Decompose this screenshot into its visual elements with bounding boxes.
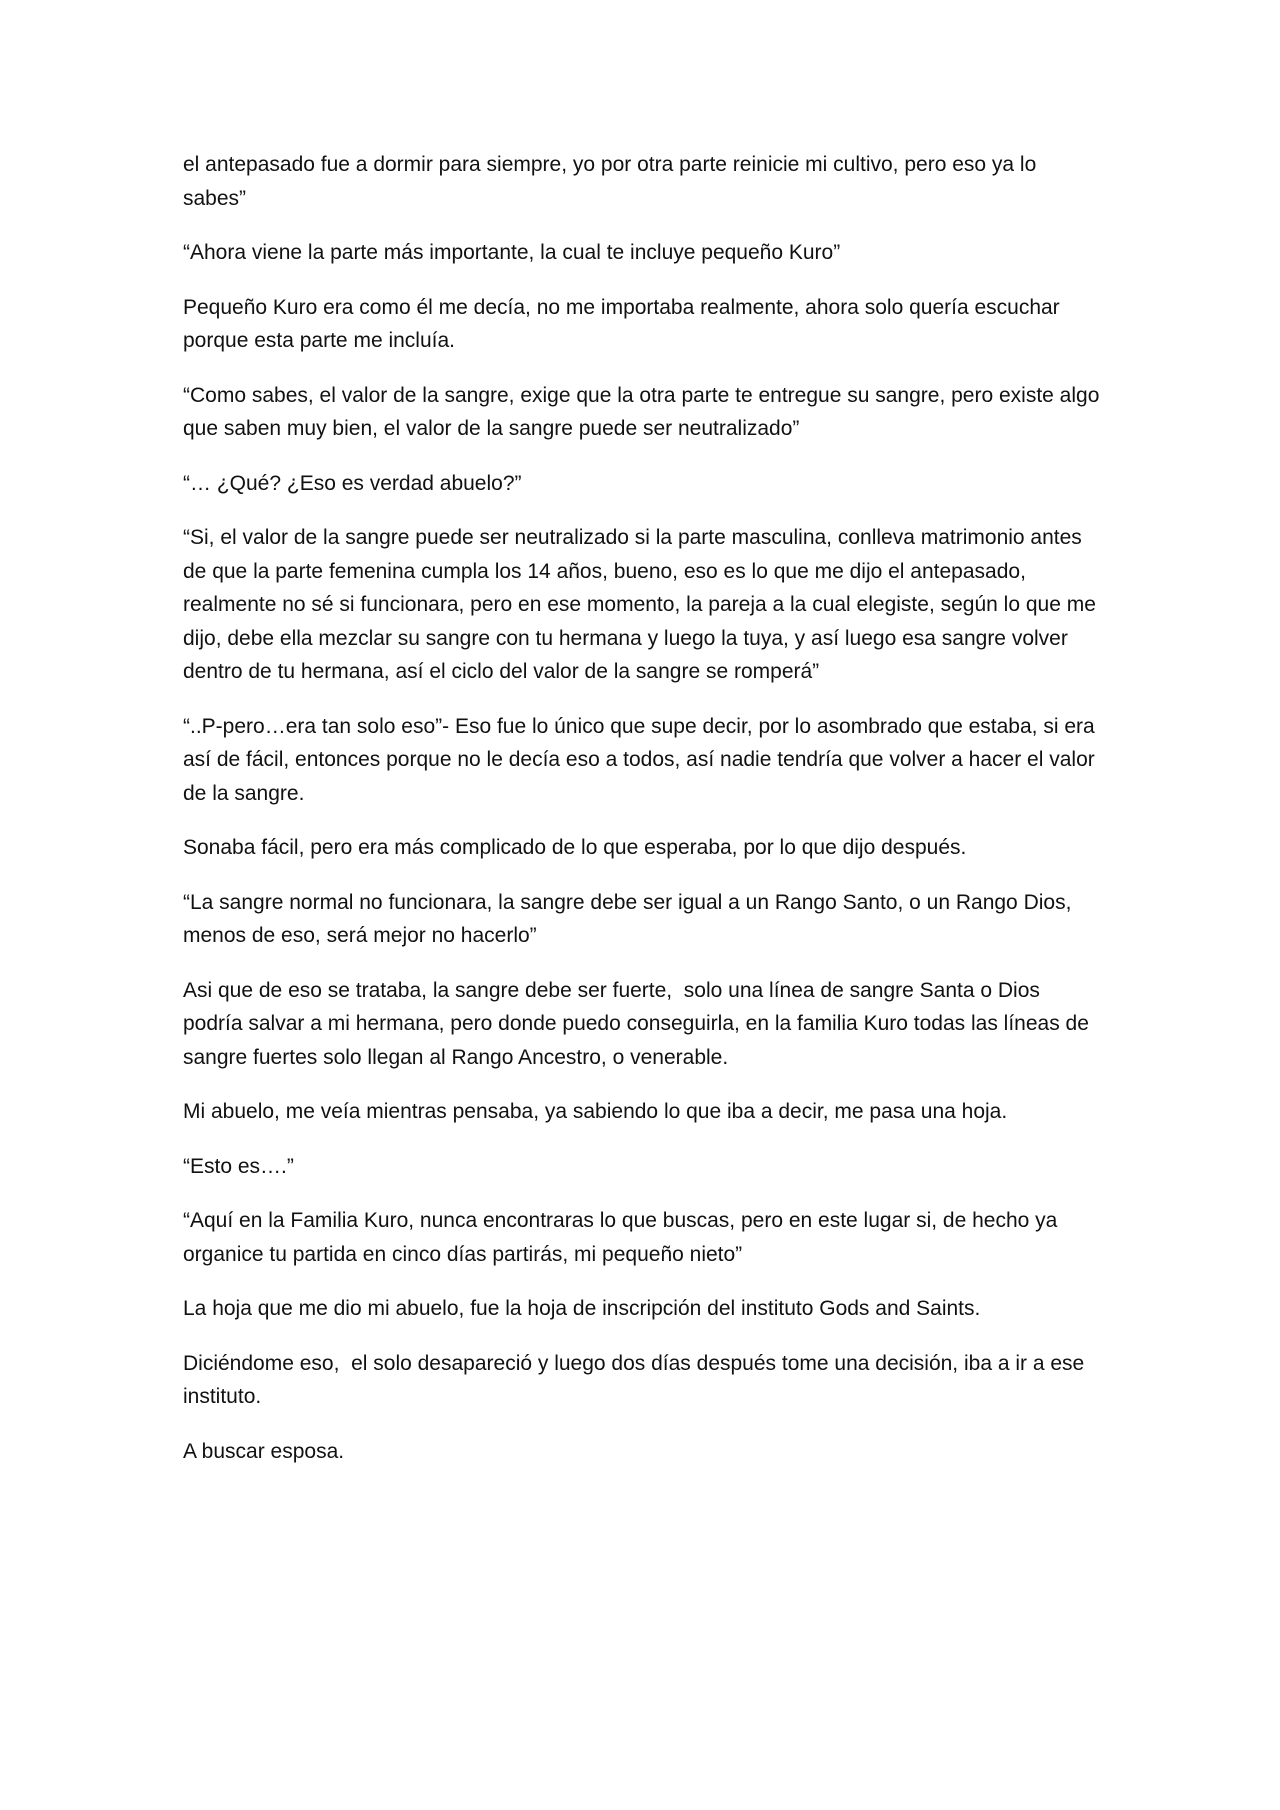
paragraph-16: A buscar esposa. xyxy=(183,1439,345,1463)
paragraph-1: el antepasado fue a dormir para siempre, yo por otra parte reinicie mi cultivo, pero eso ya lo sabes” xyxy=(183,153,1043,210)
paragraph-6: “Si, el valor de la sangre puede ser neutralizado si la parte masculina, conlleva matrimonio antes de que la parte femenina cumpla los 14 años, bueno, eso es lo que me dijo el antepasado, realmente no sé si funcionara, pero en ese momento, la pareja a la cual elegiste, según lo que me dijo, debe ella mezclar su sangre con tu hermana y luego la tuya, y así luego esa sangre volver dentro de tu hermana, así el ciclo del valor de la sangre se romperá” xyxy=(183,526,1102,683)
paragraph-13: “Aquí en la Familia Kuro, nunca encontraras lo que buscas, pero en este lugar si, de hecho ya organice tu partida en cinco días partirás, mi pequeño nieto” xyxy=(183,1209,1064,1266)
paragraph-3: Pequeño Kuro era como él me decía, no me importaba realmente, ahora solo quería escuchar porque esta parte me incluía. xyxy=(183,295,1066,352)
paragraph-15: Diciéndome eso, el solo desapareció y luego dos días después tome una decisión, iba a ir a ese instituto. xyxy=(183,1351,1091,1408)
paragraph-9: “La sangre normal no funcionara, la sangre debe ser igual a un Rango Santo, o un Rango Dios, menos de eso, será mejor no hacerlo” xyxy=(183,890,1078,947)
paragraph-5: “… ¿Qué? ¿Eso es verdad abuelo?” xyxy=(183,471,522,495)
paragraph-7: “..P-pero…era tan solo eso”- Eso fue lo único que supe decir, por lo asombrado que estaba, si era así de fácil, entonces porque no le decía eso a todos, así nadie tendría que volver a hacer el valor de la sangre. xyxy=(183,714,1101,805)
paragraph-4: “Como sabes, el valor de la sangre, exige que la otra parte te entregue su sangre, pero existe algo que saben muy bien, el valor de la sangre puede ser neutralizado” xyxy=(183,383,1106,440)
paragraph-2: “Ahora viene la parte más importante, la cual te incluye pequeño Kuro” xyxy=(183,241,841,264)
paragraph-10: Asi que de eso se trataba, la sangre debe ser fuerte, solo una línea de sangre Santa o Dios podría salvar a mi hermana, pero donde puedo conseguirla, en la familia Kuro todas las líneas de sangre fuertes solo llegan al Rango Ancestro, o venerable. xyxy=(183,978,1095,1069)
paragraph-14: La hoja que me dio mi abuelo, fue la hoja de inscripción del instituto Gods and Saints. xyxy=(183,1297,981,1320)
paragraph-11: Mi abuelo, me veía mientras pensaba, ya sabiendo lo que iba a decir, me pasa una hoja. xyxy=(183,1100,1008,1123)
document-page xyxy=(183,148,1106,1489)
paragraph-8: Sonaba fácil, pero era más complicado de lo que esperaba, por lo que dijo después. xyxy=(183,836,967,859)
paragraph-12: “Esto es….” xyxy=(183,1154,294,1178)
